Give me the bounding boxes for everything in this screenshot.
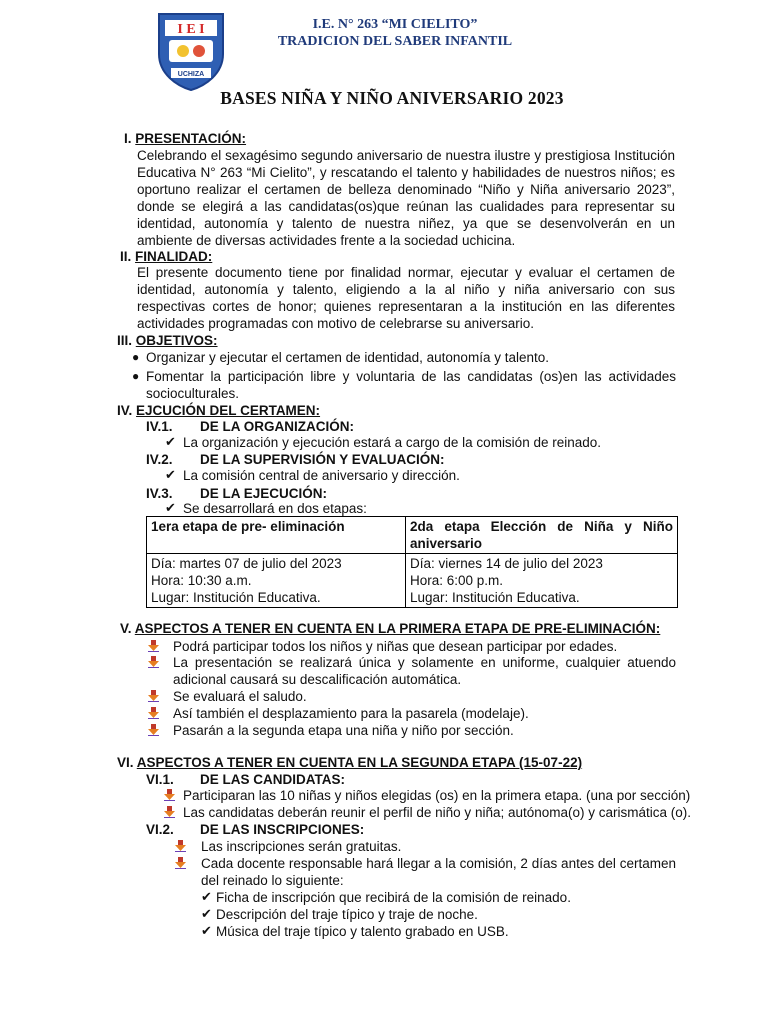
presentacion-text: Celebrando el sexagésimo segundo aniversario de nuestra ilustre y prestigiosa Institución Educativa N° 263 “Mi Cielito”, y rescatando el talento y habilidades de nuestros niños; es oportuno realizar el certamen de belleza denominado “Niño y Niña aniversario 2023”, donde se elegirá a las candidatas(os)que reúnan las cualidades para representar su identidad, autonomía y talento de nuestra niñez, ya que se desenvolverán en un ambiente de diversas actividades frente a la sociedad uchicina. <box>137 148 675 248</box>
finalidad-text: El presente documento tiene por finalidad normar, ejecutar y evaluar el certamen de identidad, autonomía y talento, eligiendo a la al niño y niña aniversario con sus respectivas cortes de honor; quienes representaran a la institución en las diferentes actividades programadas con motivo de celebrarse su aniversario. <box>137 265 675 331</box>
subsection-title: DE LA EJECUCIÓN: <box>200 486 328 501</box>
primera-etapa-item: Pasarán a la segunda etapa una niña y niño por sección. <box>173 723 514 738</box>
check-icon: ✔ <box>165 434 176 449</box>
arrow-down-bullet-icon <box>148 690 159 702</box>
ejecucion-item: Se desarrollará en dos etapas: <box>183 501 367 516</box>
arrow-down-bullet-icon <box>148 656 159 668</box>
section-title: OBJETIVOS: <box>135 333 218 348</box>
sub-candidatas-heading <box>146 771 345 788</box>
section-finalidad-heading <box>120 248 212 265</box>
bullet-dot-icon: ● <box>132 350 140 364</box>
school-motto: TRADICION DEL SABER INFANTIL <box>277 34 513 49</box>
subsection-title: DE LAS INSCRIPCIONES: <box>200 822 365 837</box>
supervision-item: La comisión central de aniversario y dirección. <box>183 468 460 483</box>
school-logo <box>155 10 227 92</box>
objetivo-item: Fomentar la participación libre y voluntaria de las candidatas (os)en las actividades socioculturales. <box>146 369 676 401</box>
inscripciones-item: Cada docente responsable hará llegar a la comisión, 2 días antes del certamen del reinado lo siguiente: <box>201 856 676 888</box>
inscripcion-requirement: Ficha de inscripción que recibirá de la comisión de reinado. <box>216 890 571 905</box>
section-number: IV. <box>117 403 133 418</box>
arrow-down-bullet-icon <box>164 789 175 801</box>
arrow-down-bullet-icon <box>148 707 159 719</box>
table-row <box>147 554 678 608</box>
stage-1-time: Hora: 10:30 a.m. <box>151 573 252 588</box>
table-cell <box>406 554 678 608</box>
candidatas-item: Participaran las 10 niñas y niños elegidas (os) en la primera etapa. (una por sección) <box>183 788 691 803</box>
stages-table <box>146 516 678 608</box>
section-segunda-etapa-heading <box>117 754 582 771</box>
stage-1-place: Lugar: Institución Educativa. <box>151 590 321 605</box>
table-cell <box>147 554 406 608</box>
logo-letters: I E I <box>177 22 205 37</box>
table-header-stage-2: 2da etapa Elección de Niña y Niño aniversario <box>406 517 678 554</box>
arrow-down-bullet-icon <box>164 806 175 818</box>
section-title: ASPECTOS A TENER EN CUENTA EN LA SEGUNDA ETAPA (15-07-22) <box>136 755 583 770</box>
subsection-number: VI.2. <box>146 822 174 837</box>
check-icon: ✔ <box>201 889 212 904</box>
stage-2-day: Día: viernes 14 de julio del 2023 <box>410 556 603 571</box>
arrow-down-bullet-icon <box>148 724 159 736</box>
inscripcion-requirement: Música del traje típico y talento grabado en USB. <box>216 924 509 939</box>
inscripciones-item: Las inscripciones serán gratuitas. <box>201 839 402 854</box>
primera-etapa-item: Podrá participar todos los niños y niñas que desean participar por edades. <box>173 639 618 654</box>
check-icon: ✔ <box>201 906 212 921</box>
sub-organizacion-heading <box>146 418 354 435</box>
sub-supervision-heading <box>146 451 445 468</box>
section-ejecucion-heading <box>117 402 320 419</box>
logo-bottom-text: UCHIZA <box>177 71 205 78</box>
section-number: I. <box>124 131 132 146</box>
section-number: II. <box>120 249 132 264</box>
candidatas-item: Las candidatas deberán reunir el perfil de niño y niña; autónoma(o) y carismática (o). <box>183 805 692 820</box>
primera-etapa-item: Se evaluará el saludo. <box>173 689 307 704</box>
objetivo-item: Organizar y ejecutar el certamen de identidad, autonomía y talento. <box>146 350 549 365</box>
subsection-title: DE LA SUPERVISIÓN Y EVALUACIÓN: <box>200 452 445 467</box>
section-number: VI. <box>117 755 134 770</box>
primera-etapa-item: La presentación se realizará única y solamente en uniforme, cualquier atuendo adicional causará su descalificación automática. <box>173 655 676 687</box>
inscripcion-requirement: Descripción del traje típico y traje de noche. <box>216 907 478 922</box>
table-row <box>147 517 678 554</box>
check-icon: ✔ <box>201 923 212 938</box>
section-presentacion-heading <box>124 130 246 147</box>
subsection-number: IV.2. <box>146 452 173 467</box>
subsection-number: VI.1. <box>146 772 174 787</box>
section-primera-etapa-heading <box>120 620 660 637</box>
primera-etapa-item: Así también el desplazamiento para la pasarela (modelaje). <box>173 706 529 721</box>
table-header-stage-1: 1era etapa de pre- eliminación <box>147 517 406 554</box>
sub-inscripciones-heading <box>146 821 364 838</box>
arrow-down-bullet-icon <box>175 840 186 852</box>
stage-2-place: Lugar: Institución Educativa. <box>410 590 580 605</box>
organizacion-item: La organización y ejecución estará a cargo de la comisión de reinado. <box>183 435 602 450</box>
section-title: FINALIDAD: <box>135 249 213 264</box>
section-title: ASPECTOS A TENER EN CUENTA EN LA PRIMERA ETAPA DE PRE-ELIMINACIÓN: <box>134 621 661 636</box>
bullet-dot-icon: ● <box>132 369 140 383</box>
stage-2-time: Hora: 6:00 p.m. <box>410 573 504 588</box>
document-title: BASES NIÑA Y NIÑO ANIVERSARIO 2023 <box>220 88 564 108</box>
section-number: III. <box>117 333 133 348</box>
subsection-number: IV.1. <box>146 419 173 434</box>
section-objetivos-heading <box>117 332 218 349</box>
check-icon: ✔ <box>165 500 176 515</box>
section-number: V. <box>120 621 132 636</box>
subsection-title: DE LAS CANDIDATAS: <box>200 772 345 787</box>
school-header <box>250 16 540 50</box>
check-icon: ✔ <box>165 467 176 482</box>
school-name: I.E. N° 263 “MI CIELITO” <box>312 17 478 32</box>
subsection-number: IV.3. <box>146 486 173 501</box>
section-title: EJCUCIÓN DEL CERTAMEN: <box>136 403 321 418</box>
stage-1-day: Día: martes 07 de julio del 2023 <box>151 556 342 571</box>
section-title: PRESENTACIÓN: <box>135 131 247 146</box>
subsection-title: DE LA ORGANIZACIÓN: <box>200 419 354 434</box>
arrow-down-bullet-icon <box>175 857 186 869</box>
arrow-down-bullet-icon <box>148 640 159 652</box>
